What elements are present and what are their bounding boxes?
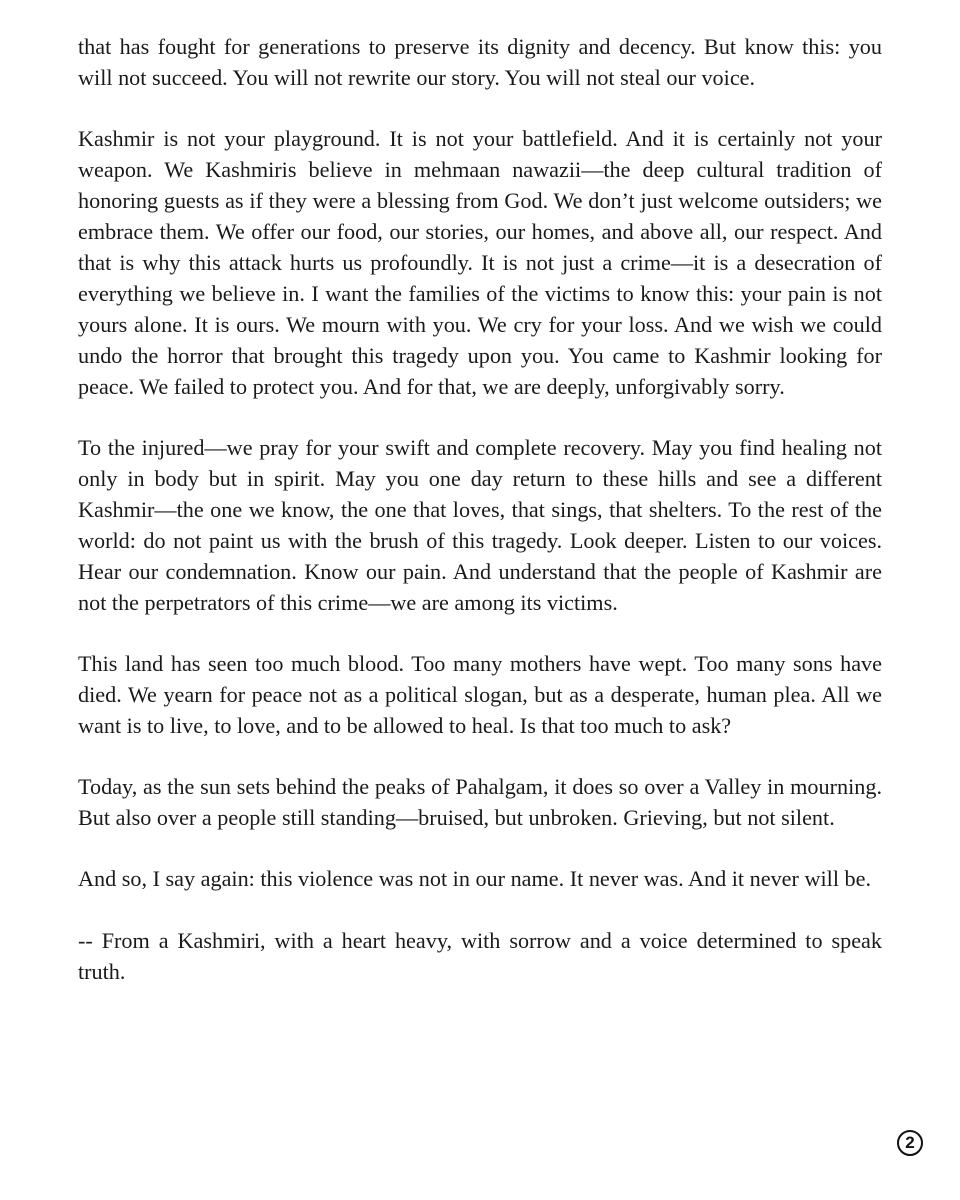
paragraph-6: And so, I say again: this violence was not in our name. It never was. And it never will be. (78, 866, 872, 892)
paragraph-1: that has fought for generations to preserve its dignity and decency. But know this: you will not succeed. You will not rewrite our story. You will not steal our voice. (78, 34, 882, 90)
document-body (78, 32, 882, 1018)
paragraph-3: To the injured—we pray for your swift and complete recovery. May you find healing not only in body but in spirit. May you one day return to these hills and see a different Kashmir—the one we know, the one that loves, that sings, that shelters. To the rest of the world: do not paint us with the brush of this tragedy. Look deeper. Listen to our voices. Hear our condemnation. Know our pain. And understand that the people of Kashmir are not the perpetrators of this crime—we are among its victims. (78, 434, 882, 615)
paragraph-5: Today, as the sun sets behind the peaks of Pahalgam, it does so over a Valley in mourning. But also over a people still standing—bruised, but unbroken. Grieving, but not silent. (78, 774, 882, 831)
paragraph-2: Kashmir is not your playground. It is not your battlefield. And it is certainly not your weapon. We Kashmiris believe in mehmaan nawazii—the deep cultural tradition of honoring guests as if they were a blessing from God. We don’t just welcome outsiders; we embrace them. We offer our food, our stories, our homes, and above all, our respect. And that is why this attack hurts us profoundly. It is not just a crime—it is a desecration of everything we believe in. I want the families of the victims to know this: your pain is not yours alone. It is ours. We mourn with you. We cry for your loss. And we wish we could undo the horror that brought this tragedy upon you. You came to Kashmir looking for peace. We failed to protect you. And for that, we are deeply, unforgivably sorry. (78, 126, 882, 399)
page-number-badge: 2 (897, 1130, 923, 1156)
closing-signature: -- From a Kashmiri, with a heart heavy, with sorrow and a voice determined to speak truth. (78, 927, 882, 984)
paragraph-4: This land has seen too much blood. Too many mothers have wept. Too many sons have died. We yearn for peace not as a political slogan, but as a desperate, human plea. All we want is to live, to love, and to be allowed to heal. Is that too much to ask? (78, 650, 882, 738)
